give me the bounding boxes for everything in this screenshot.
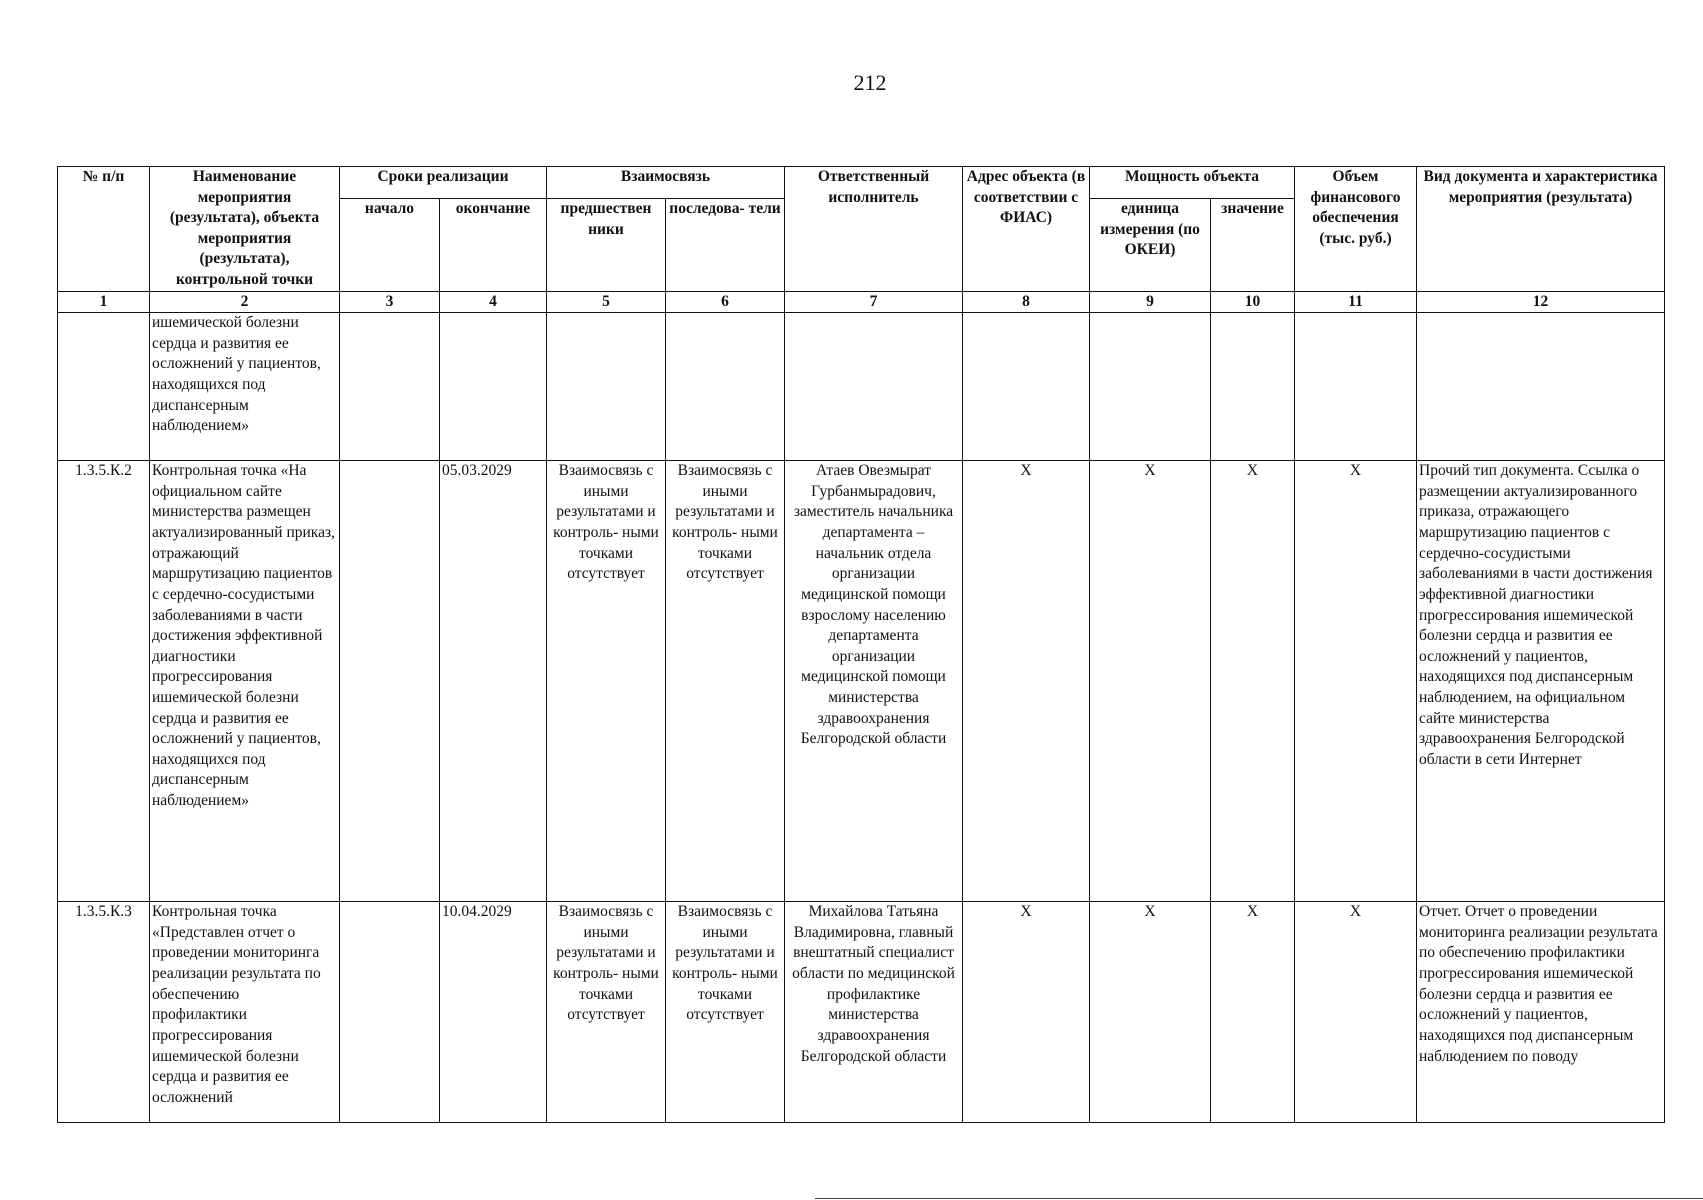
activity-plan-table [57,166,1665,1123]
row-num: 1.3.5.К.2 [58,461,150,902]
col-number: 11 [1295,291,1417,313]
row-name: Контрольная точка «Представлен отчет о проведении мониторинга реализации результата по обеспечению профилактики прогрессирования ишемической болезни сердца и развития ее осложнений [150,902,340,1123]
header-document: Вид документа и характеристика мероприятия (результата) [1417,167,1665,292]
row-address [963,313,1090,461]
col-number: 1 [58,291,150,313]
row-name: ишемической болезни сердца и развития ее осложнений у пациентов, находящихся под диспансерным наблюдением» [150,313,340,461]
row-start [340,461,440,902]
row-end [440,313,547,461]
row-successors: Взаимосвязь с иными результатами и контроль- ными точками отсутствует [666,461,785,902]
col-number: 10 [1211,291,1295,313]
header-predecessors: предшествен ники [547,198,666,291]
row-value: X [1211,902,1295,1123]
page-number: 212 [853,70,887,95]
row-value: X [1211,461,1295,902]
header-responsible: Ответственный исполнитель [785,167,963,292]
row-start [340,313,440,461]
col-number: 4 [440,291,547,313]
row-predecessors [547,313,666,461]
row-financing: X [1295,902,1417,1123]
row-start [340,902,440,1123]
header-address: Адрес объекта (в соответствии с ФИАС) [963,167,1090,292]
header-end: окончание [440,198,547,291]
header-num: № п/п [58,167,150,292]
table-row [58,902,1665,1123]
header-unit: единица измерения (по ОКЕИ) [1090,198,1211,291]
header-link: Взаимосвязь [547,167,785,199]
col-number: 7 [785,291,963,313]
row-responsible: Михайлова Татьяна Владимировна, главный внештатный специалист области по медицинской профилактике министерства здравоохранения Белгородской области [785,902,963,1123]
row-predecessors: Взаимосвязь с иными результатами и контроль- ными точками отсутствует [547,902,666,1123]
row-name: Контрольная точка «На официальном сайте министерства размещен актуализированный приказ, отражающий маршрутизацию пациентов с сердечно-сосудистыми заболеваниями в части достижения эффективной диагностики прогрессирования ишемической болезни сердца и развития ее осложнений у пациентов, находящихся под диспансерным наблюдением» [150,461,340,902]
row-num [58,313,150,461]
col-number: 5 [547,291,666,313]
header-value: значение [1211,198,1295,291]
row-financing [1295,313,1417,461]
row-document: Отчет. Отчет о проведении мониторинга реализации результата по обеспечению профилактики прогрессирования ишемической болезни сердца и развития ее осложнений у пациентов, находящихся под диспансерным наблюдением по поводу [1417,902,1665,1123]
row-end: 10.04.2029 [440,902,547,1123]
row-num: 1.3.5.К.3 [58,902,150,1123]
row-successors [666,313,785,461]
header-terms: Сроки реализации [340,167,547,199]
col-number: 8 [963,291,1090,313]
col-number: 12 [1417,291,1665,313]
header-power: Мощность объекта [1090,167,1295,199]
row-unit [1090,313,1211,461]
header-successors: последова- тели [666,198,785,291]
col-number: 9 [1090,291,1211,313]
row-financing: X [1295,461,1417,902]
col-number: 2 [150,291,340,313]
row-document [1417,313,1665,461]
col-number: 3 [340,291,440,313]
row-predecessors: Взаимосвязь с иными результатами и контроль- ными точками отсутствует [547,461,666,902]
row-address: X [963,902,1090,1123]
row-end: 05.03.2029 [440,461,547,902]
row-address: X [963,461,1090,902]
row-value [1211,313,1295,461]
row-unit: X [1090,461,1211,902]
table-row [58,313,1665,461]
row-unit: X [1090,902,1211,1123]
row-document: Прочий тип документа. Ссылка о размещении актуализированного приказа, отражающего маршрутизацию пациентов с сердечно-сосудистыми заболеваниями в части достижения эффективной диагностики прогрессирования ишемической болезни сердца и развития ее осложнений у пациентов, находящихся под диспансерным наблюдением, на официальном сайте министерства здравоохранения Белгородской области в сети Интернет [1417,461,1665,902]
row-successors: Взаимосвязь с иными результатами и контроль- ными точками отсутствует [666,902,785,1123]
row-responsible: Атаев Овезмырат Гурбанмырадович, заместитель начальника департамента – начальник отдела организации медицинской помощи взрослому населению департамента организации медицинской помощи министерства здравоохранения Белгородской области [785,461,963,902]
table-row [58,461,1665,902]
header-name: Наименование мероприятия (результата), объекта мероприятия (результата), контрольной точки [150,167,340,292]
header-financing: Объем финансового обеспечения (тыс. руб.) [1295,167,1417,292]
col-number: 6 [666,291,785,313]
header-start: начало [340,198,440,291]
scan-edge-line [815,1198,1703,1199]
row-responsible [785,313,963,461]
